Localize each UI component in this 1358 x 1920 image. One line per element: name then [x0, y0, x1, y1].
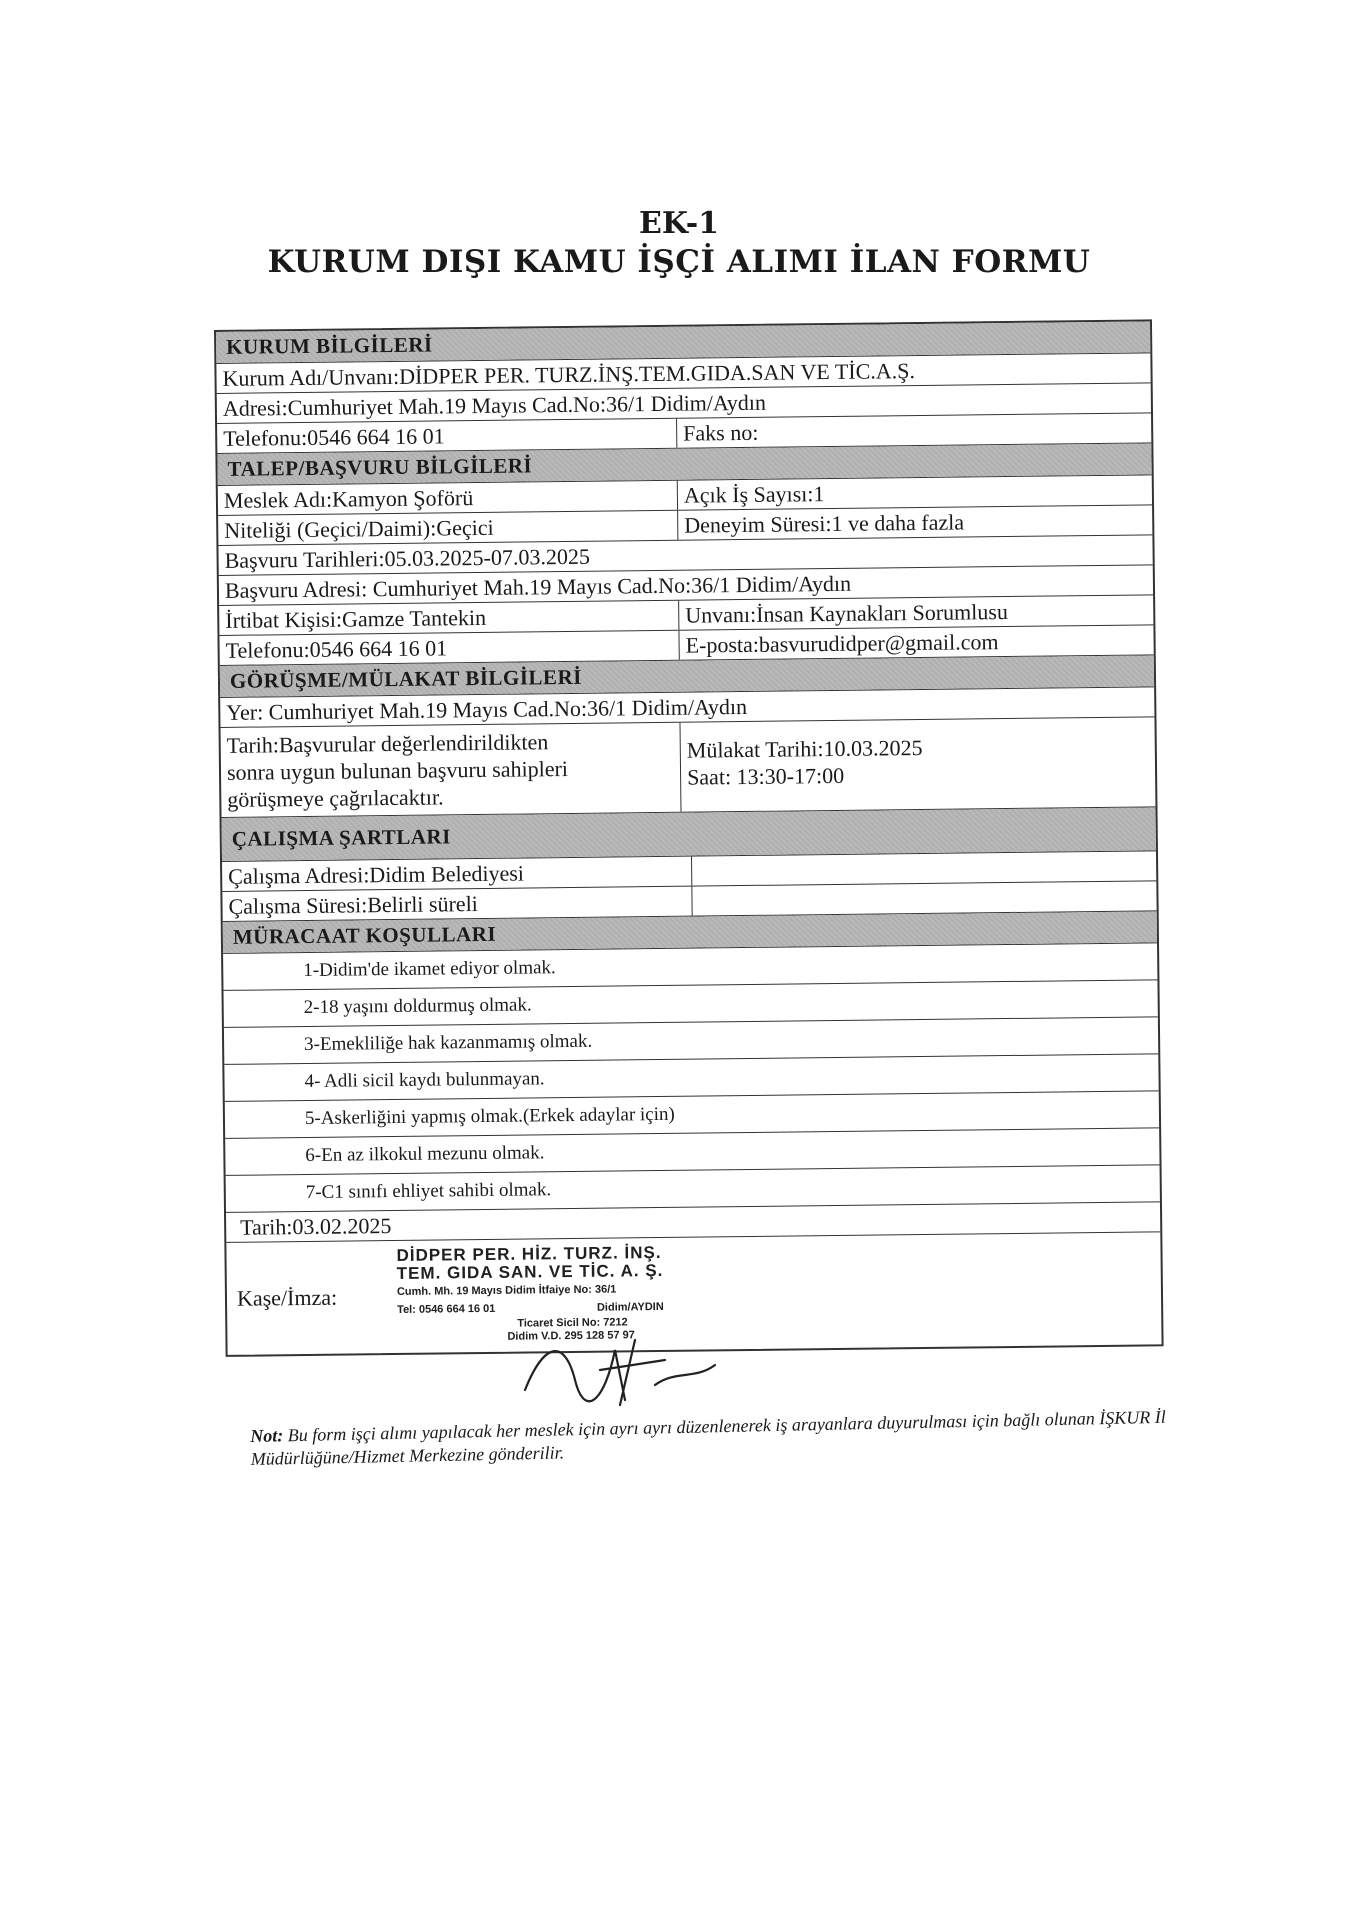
condition-item: 3-Emekliliğe hak kazanmamış olmak. [303, 1030, 593, 1056]
application-address: Başvuru Adresi: Cumhuriyet Mah.19 Mayıs Cad.No:36/1 Didim/Aydın [224, 570, 852, 603]
stamp-line: TEM. GIDA SAN. VE TİC. A. Ş. [396, 1260, 664, 1283]
annex-label: EK-1 [638, 206, 720, 241]
interview-date-line: görüşmeye çağrılacaktır. [227, 784, 444, 812]
condition-item: 1-Didim'de ikamet ediyor olmak. [303, 957, 556, 982]
application-dates: Başvuru Tarihleri:05.03.2025-07.03.2025 [224, 543, 591, 573]
form-title: KURUM DIŞI KAMU İŞÇİ ALIMI İLAN FORMU [267, 244, 1091, 280]
section-header-kurum: KURUM BİLGİLERİ [216, 321, 1150, 363]
institution-phone: Telefonu:0546 664 16 01 [217, 419, 677, 453]
section-header-talep: TALEP/BAŞVURU BİLGİLERİ [217, 443, 1151, 485]
condition-item: 5-Askerliğini yapmış olmak.(Erkek adaylar için) [304, 1103, 675, 1130]
stamp-label: Kaşe/İmza: [236, 1284, 338, 1311]
contact-email: E-posta:basvurudidper@gmail.com [685, 629, 999, 658]
footnote [250, 1406, 1171, 1471]
institution-address: Adresi:Cumhuriyet Mah.19 Mayıs Cad.No:36/1 Didim/Aydın [222, 389, 767, 421]
condition-item: 7-C1 sınıfı ehliyet sahibi olmak. [305, 1179, 552, 1204]
section-header-muracaat: MÜRACAAT KOŞULLARI [223, 911, 1157, 953]
contact-title: Unvanı:İnsan Kaynakları Sorumlusu [685, 599, 1008, 628]
condition-item: 2-18 yaşını doldurmuş olmak. [303, 994, 532, 1019]
interview-date-line: Tarih:Başvurular değerlendirildikten [226, 729, 549, 758]
interview-schedule [680, 717, 1155, 811]
section-header-calisma: ÇALIŞMA ŞARTLARI [222, 807, 1156, 861]
experience-duration: Deneyim Süresi:1 ve daha fazla [684, 509, 965, 538]
note-text: Bu form işçi alımı yapılacak her meslek için ayrı ayrı düzenlenerek iş arayanlara duyurulması için bağlı olunan İŞKUR İl Müdürlüğüne/Hizmet Merkezine gönderilir. [250, 1406, 1166, 1469]
stamp-line: Ticaret Sicil No: 7212 [517, 1316, 628, 1330]
interview-place: Yer: Cumhuriyet Mah.19 Mayıs Cad.No:36/1 Didim/Aydın [226, 693, 748, 725]
job-posting-form [214, 319, 1164, 1357]
contact-person: İrtibat Kişisi:Gamze Tantekin [219, 601, 679, 635]
stamp-city: Didim/AYDIN [596, 1300, 664, 1314]
section-header-gorusme: GÖRÜŞME/MÜLAKAT BİLGİLERİ [220, 655, 1154, 697]
interview-date: Mülakat Tarihi:10.03.2025 [686, 734, 923, 763]
job-nature: Niteliği (Geçici/Daimi):Geçici [218, 511, 678, 545]
condition-item: 6-En az ilkokul mezunu olmak. [305, 1142, 545, 1167]
form-date: Tarih:03.02.2025 [240, 1213, 392, 1240]
empty-cell [692, 851, 1156, 885]
open-positions: Açık İş Sayısı:1 [683, 481, 825, 508]
stamp-line: Cumh. Mh. 19 Mayıs Didim İtfaiye No: 36/1 [396, 1283, 617, 1298]
occupation-name: Meslek Adı:Kamyon Şoförü [218, 481, 678, 515]
note-label: Not: [250, 1425, 284, 1446]
stamp-line: DİDPER PER. HİZ. TURZ. İNŞ. [396, 1242, 662, 1265]
work-address: Çalışma Adresi:Didim Belediyesi [222, 857, 692, 891]
handwritten-signature [505, 1330, 735, 1410]
institution-name: Kurum Adı/Unvanı:DİDPER PER. TURZ.İNŞ.TEM.GIDA.SAN VE TİC.A.Ş. [222, 358, 916, 391]
interview-date-note [221, 723, 682, 817]
interview-time: Saat: 13:30-17:00 [686, 762, 845, 790]
empty-cell [692, 881, 1156, 915]
stamp-phone: Tel: 0546 664 16 01 [397, 1302, 496, 1316]
contact-phone: Telefonu:0546 664 16 01 [219, 631, 679, 665]
interview-date-line: sonra uygun bulunan başvuru sahipleri [226, 756, 569, 785]
stamp-line: Didim V.D. 295 128 57 97 [507, 1329, 635, 1343]
condition-item: 4- Adli sicil kaydı bulunmayan. [304, 1068, 545, 1093]
work-duration: Çalışma Süresi:Belirli süreli [222, 887, 692, 921]
institution-fax: Faks no: [683, 419, 759, 446]
